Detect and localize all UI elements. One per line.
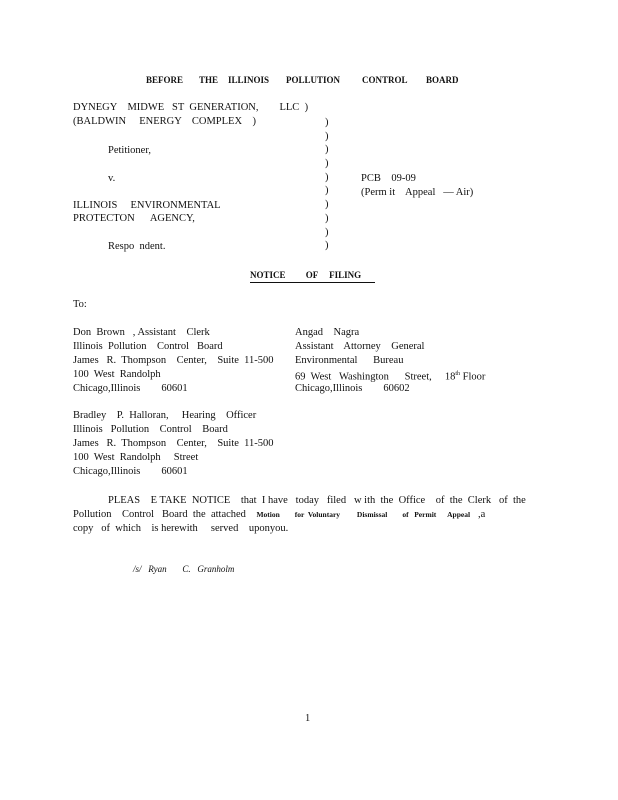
petitioner-role: Petitioner,	[108, 145, 152, 156]
case-number: PCB 09-09	[361, 173, 416, 184]
body-line-3: copy of which is herewith served uponyou.	[73, 523, 289, 534]
address-line: Don Brown , Assistant Clerk	[73, 327, 210, 338]
body-text: Pollution Control Board the attached	[73, 509, 246, 520]
address-line: Angad Nagra	[295, 327, 360, 338]
versus: v.	[108, 173, 116, 184]
case-type: (Perm it Appeal — Air)	[361, 187, 474, 198]
address-line: Chicago,Illinois 60602	[295, 383, 410, 394]
header-word: POLLUTION	[286, 75, 341, 85]
caption-parentheses	[325, 116, 329, 253]
body-text: ,a	[470, 509, 486, 520]
address-line: 100 West Randolph Street	[73, 452, 199, 463]
paren: )	[325, 226, 329, 238]
to-label: To:	[73, 299, 87, 310]
respondent-name-line1: ILLINOIS ENVIRONMENTAL	[73, 200, 221, 211]
body-line-2	[73, 508, 485, 521]
paren: )	[325, 199, 329, 211]
header-word: CONTROL	[362, 75, 408, 85]
petitioner-name-line2: (BALDWIN ENERGY COMPLEX )	[73, 116, 257, 127]
petitioner-name-line1: DYNEGY MIDWE ST GENERATION, LLC )	[73, 102, 309, 113]
address-line: Chicago,Illinois 60601	[73, 383, 188, 394]
address-line: Environmental Bureau	[295, 355, 404, 366]
header-word: ILLINOIS	[228, 75, 270, 85]
address-line: Illinois Pollution Control Board	[73, 341, 223, 352]
address-line: James R. Thompson Center, Suite 11-500	[73, 438, 274, 449]
floor-text: Floor	[460, 371, 486, 383]
address-line: James R. Thompson Center, Suite 11-500	[73, 355, 274, 366]
paren: )	[325, 212, 329, 224]
address-line: Illinois Pollution Control Board	[73, 424, 228, 435]
address-line: 100 West Randolph	[73, 369, 161, 380]
paren: )	[325, 185, 329, 197]
respondent-name-line2: PROTECTON AGENCY,	[73, 213, 195, 224]
page-number: 1	[305, 713, 311, 724]
body-line-1: PLEAS E TAKE NOTICE that I have today filed w ith the Office of the Clerk of the	[108, 495, 526, 506]
paren: )	[325, 144, 329, 156]
signature: /s/ Ryan C. Granholm	[133, 564, 235, 574]
street-text: 69 West Washington Street, 18	[295, 371, 456, 383]
paren: )	[325, 171, 329, 183]
address-line: Assistant Attorney General	[295, 341, 425, 352]
paren: )	[325, 240, 329, 252]
address-line: Bradley P. Halloran, Hearing Officer	[73, 410, 257, 421]
paren: )	[325, 117, 329, 128]
header-word: BEFORE	[146, 75, 184, 85]
address-line: Chicago,Illinois 60601	[73, 466, 188, 477]
floor-ordinal: th	[455, 371, 461, 377]
paren: )	[325, 130, 329, 142]
header-word: BOARD	[426, 75, 459, 85]
motion-title: Motion for Voluntary Dismissal of Permit Appeal	[256, 510, 471, 519]
respondent-role: Respo ndent.	[108, 241, 166, 252]
notice-title: NOTICE OF FILING	[250, 269, 375, 283]
header-word: THE	[199, 75, 219, 85]
paren: )	[325, 158, 329, 170]
